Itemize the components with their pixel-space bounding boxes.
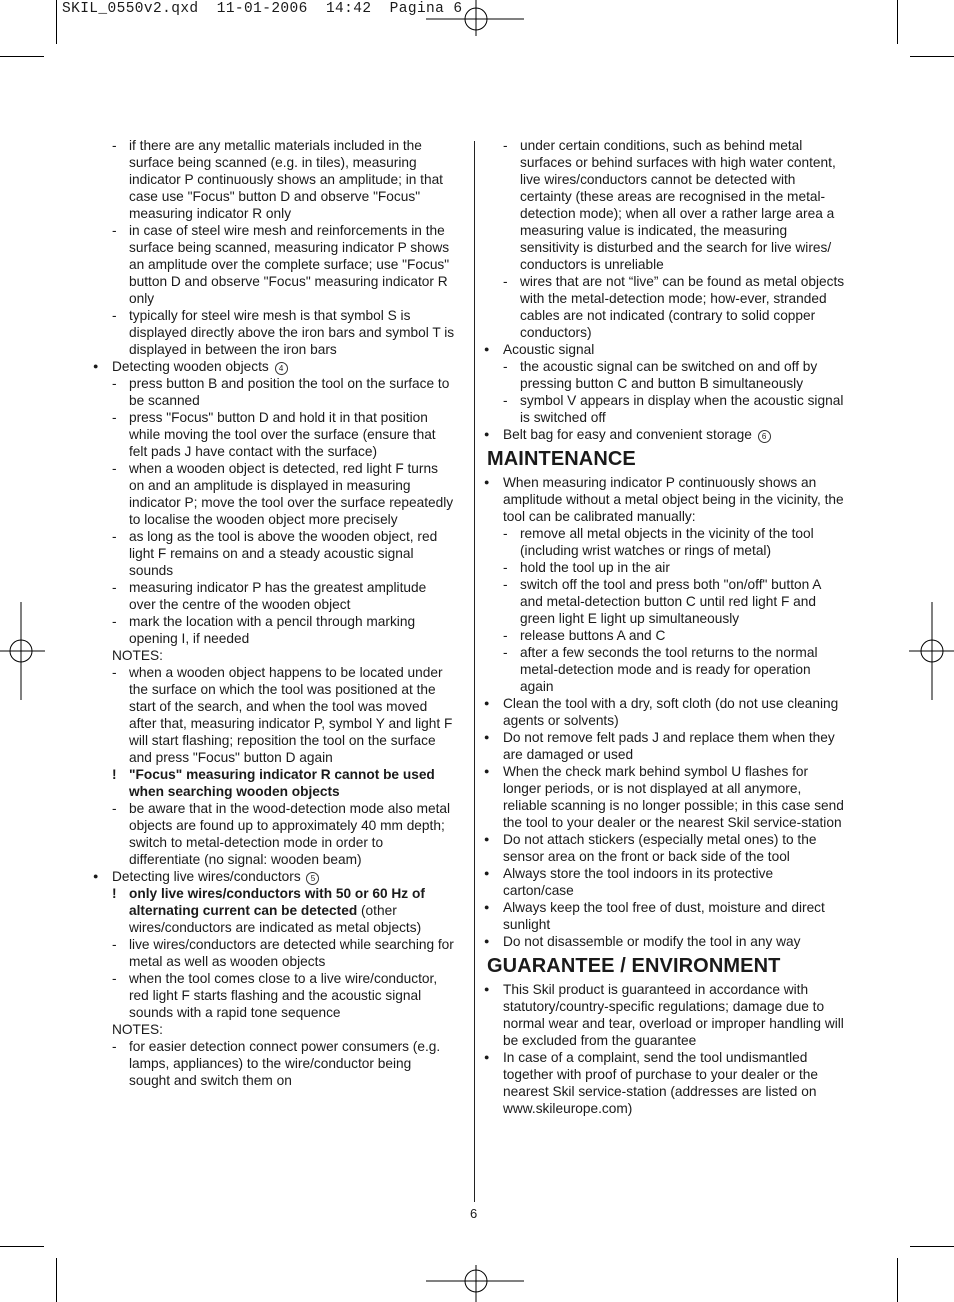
line-text: Clean the tool with a dry, soft cloth (do not use cleaning [503, 696, 839, 711]
text-line [90, 1055, 466, 1072]
text-line [90, 868, 466, 885]
text-line [481, 154, 856, 171]
line-text: release buttons A and C [520, 628, 666, 643]
line-text: wires/conductors are indicated as metal objects) [129, 920, 422, 935]
text-line [90, 222, 466, 239]
line-text: differentiate (no signal: wooden beam) [129, 852, 362, 867]
line-text: case use "Focus" button D and observe "Focus" [129, 189, 421, 204]
text-line [481, 171, 856, 188]
line-text: metal-detection mode and is ready for operation [520, 662, 811, 677]
text-line [481, 358, 856, 375]
line-text: start of the search, and when the tool was moved [129, 699, 428, 714]
line-text: Acoustic signal [503, 342, 595, 357]
text-line [90, 154, 466, 171]
text-line [481, 831, 856, 848]
line-text: conductors is unreliable [520, 257, 664, 272]
text-line [481, 205, 856, 222]
registration-mark-top [426, 0, 526, 36]
text-line [90, 902, 466, 919]
figure-ref-icon: 4 [275, 362, 288, 375]
text-line [90, 205, 466, 222]
text-line [481, 763, 856, 780]
line-text: displayed directly above the iron bars and symbol T is [129, 325, 455, 340]
dash-marker: - [503, 138, 508, 153]
line-text: switch to metal-detection mode in order to [129, 835, 384, 850]
text-line [90, 885, 466, 902]
text-line [90, 171, 466, 188]
text-line [90, 970, 466, 987]
text-line [481, 256, 856, 273]
text-line [481, 661, 856, 678]
text-line [90, 953, 466, 970]
line-text: alternating current can be detected [129, 903, 358, 918]
line-text: mark the location with a pencil through marking [129, 614, 416, 629]
dash-marker: - [112, 1039, 117, 1054]
line-text: certainty (these areas are recognised in the metal- [520, 189, 826, 204]
text-line [90, 1021, 466, 1038]
figure-ref-icon: 6 [758, 430, 771, 443]
text-line [90, 545, 466, 562]
text-line [481, 273, 856, 290]
line-text: be aware that in the wood-detection mode also metal [129, 801, 451, 816]
line-text: be scanned [129, 393, 200, 408]
line-text: felt pads J have contact with the surface) [129, 444, 378, 459]
line-text: when the tool comes close to a live wire/conductor, [129, 971, 438, 986]
text-line [90, 409, 466, 426]
line-text: www.skileurope.com) [503, 1101, 633, 1116]
text-line [90, 732, 466, 749]
text-line [481, 627, 856, 644]
text-line [481, 746, 856, 763]
line-text: live wires/conductors are detected while searching for [129, 937, 454, 952]
line-text: surfaces or behind surfaces with high water content, [520, 155, 836, 170]
line-text-tail: (other [357, 903, 397, 918]
text-line [90, 1038, 466, 1055]
text-line [90, 341, 466, 358]
line-text: as long as the tool is above the wooden object, red [129, 529, 438, 544]
line-text: objects are found up to approximately 40 mm depth; [129, 818, 445, 833]
text-line [481, 644, 856, 661]
line-text: the tool to your dealer or the nearest Skil service-station [503, 815, 842, 830]
dash-marker: - [503, 393, 508, 408]
line-text: pressing button C and button B simultaneously [520, 376, 804, 391]
warning-marker: ! [112, 886, 117, 901]
line-text: sensitivity is disturbed and the search for live wires/ [520, 240, 832, 255]
registration-mark-right [909, 602, 954, 700]
line-text: hold the tool up in the air [520, 560, 670, 575]
line-text: surface being scanned (e.g. in tiles), measuring [129, 155, 417, 170]
line-text: statutory/country-specific regulations; damage due to [503, 999, 825, 1014]
text-line [90, 783, 466, 800]
line-text: nearest Skil service-station (addresses are listed on [503, 1084, 817, 1099]
text-line [481, 559, 856, 576]
line-text: after a few seconds the tool returns to the normal [520, 645, 818, 660]
text-line [90, 358, 466, 375]
line-text: together with proof of purchase to your dealer or the [503, 1067, 818, 1082]
line-text: Do not remove felt pads J and replace them when they [503, 730, 835, 745]
text-line [90, 698, 466, 715]
text-line [90, 749, 466, 766]
text-line [481, 1100, 856, 1117]
text-line [90, 324, 466, 341]
bullet-icon: ● [484, 766, 490, 776]
line-text: are damaged or used [503, 747, 634, 762]
line-text: When the check mark behind symbol U flashes for [503, 764, 809, 779]
figure-ref-icon: 5 [306, 872, 319, 885]
dash-marker: - [112, 223, 117, 238]
dash-marker: - [112, 937, 117, 952]
text-line [90, 987, 466, 1004]
text-line [481, 426, 856, 443]
line-text: remove all metal objects in the vicinity of the tool [520, 526, 814, 541]
line-text: When measuring indicator P continuously shows an [503, 475, 817, 490]
line-text: light F remains on and a steady acoustic signal [129, 546, 414, 561]
line-text: press button B and position the tool on the surface to [129, 376, 450, 391]
line-text: indicator P continuously shows an amplitude; in that [129, 172, 443, 187]
text-line [90, 528, 466, 545]
line-text: red light F starts flashing and the acoustic signal [129, 988, 422, 1003]
line-text: measuring indicator R only [129, 206, 292, 221]
text-line [90, 936, 466, 953]
text-line [90, 375, 466, 392]
text-line [90, 715, 466, 732]
dash-marker: - [112, 529, 117, 544]
column-divider [474, 141, 475, 1202]
text-line [481, 865, 856, 882]
text-line [481, 882, 856, 899]
line-text: This Skil product is guaranteed in accordance with [503, 982, 809, 997]
bullet-icon: ● [484, 868, 490, 878]
text-line [90, 460, 466, 477]
line-text: only live wires/conductors with 50 or 60 Hz of [129, 886, 425, 901]
dash-marker: - [112, 461, 117, 476]
line-text: NOTES: [112, 648, 163, 663]
line-text: live wires/conductors cannot be detected with [520, 172, 796, 187]
dash-marker: - [503, 645, 508, 660]
dash-marker: - [112, 308, 117, 323]
text-line [481, 593, 856, 610]
text-line [90, 443, 466, 460]
line-text: NOTES: [112, 1022, 163, 1037]
dash-marker: - [112, 410, 117, 425]
bullet-icon: ● [484, 834, 490, 844]
text-line [90, 1072, 466, 1089]
line-text: Detecting live wires/conductors [112, 869, 301, 884]
crop-mark [897, 0, 898, 44]
line-text: under certain conditions, such as behind metal [520, 138, 803, 153]
line-text: when a wooden object is detected, red light F turns [129, 461, 438, 476]
bullet-icon: ● [484, 429, 490, 439]
line-text: the acoustic signal can be switched on and off by [520, 359, 818, 374]
line-text: indicator P; move the tool over the surface repeatedly [129, 495, 454, 510]
line-text: Detecting wooden objects [112, 359, 269, 374]
dash-marker: - [112, 138, 117, 153]
line-text: and press "Focus" button D again [129, 750, 333, 765]
line-text: typically for steel wire mesh is that symbol S is [129, 308, 411, 323]
line-text: switch off the tool and press both "on/off" button A [520, 577, 822, 592]
bullet-icon: ● [484, 344, 490, 354]
text-line [481, 814, 856, 831]
dash-marker: - [112, 665, 117, 680]
text-line [481, 916, 856, 933]
line-text: opening I, if needed [129, 631, 250, 646]
text-line [90, 239, 466, 256]
line-text: for easier detection connect power consumers (e.g. [129, 1039, 441, 1054]
line-text: wires that are not “live” can be found as metal objects [520, 274, 845, 289]
text-line [90, 562, 466, 579]
dash-marker: - [112, 376, 117, 391]
dash-marker: - [112, 580, 117, 595]
section-heading: MAINTENANCE [487, 448, 636, 470]
text-line [90, 681, 466, 698]
dash-marker: - [503, 274, 508, 289]
line-text: sought and switch them on [129, 1073, 292, 1088]
bullet-icon: ● [93, 871, 99, 881]
line-text: Always keep the tool free of dust, moisture and direct [503, 900, 825, 915]
line-text: Do not attach stickers (especially metal ones) to the [503, 832, 817, 847]
text-line [481, 222, 856, 239]
bullet-icon: ● [484, 1052, 490, 1062]
bullet-icon: ● [484, 936, 490, 946]
text-line [90, 664, 466, 681]
text-line [481, 576, 856, 593]
text-line [481, 933, 856, 950]
text-line [90, 817, 466, 834]
line-text: is switched off [520, 410, 606, 425]
line-text: when searching wooden objects [129, 784, 340, 799]
line-text: displayed in between the iron bars [129, 342, 337, 357]
line-text: carton/case [503, 883, 574, 898]
line-text: sensor area on the front or back side of the tool [503, 849, 790, 864]
line-text: only [129, 291, 155, 306]
text-line [90, 800, 466, 817]
section-heading: GUARANTEE / ENVIRONMENT [487, 955, 781, 977]
line-text: green light E light up simultaneously [520, 611, 740, 626]
line-text: button D and observe "Focus" measuring indicator R [129, 274, 448, 289]
text-line [90, 851, 466, 868]
line-text: (including wrist watches or rings of metal) [520, 543, 772, 558]
line-text: reliable scanning is no longer possible; in this case send [503, 798, 844, 813]
line-text: be excluded from the guarantee [503, 1033, 697, 1048]
crop-mark [56, 1258, 57, 1302]
text-line [90, 630, 466, 647]
text-line [90, 613, 466, 630]
text-line [481, 848, 856, 865]
line-text: normal wear and tear, overload or improper handling will [503, 1016, 844, 1031]
text-line [481, 610, 856, 627]
text-line [90, 477, 466, 494]
text-line [90, 392, 466, 409]
text-line [90, 137, 466, 154]
text-line [481, 341, 856, 358]
line-text: on and an amplitude is displayed in measuring [129, 478, 411, 493]
line-text: detection mode); when all over a rather large area a [520, 206, 835, 221]
text-line [90, 766, 466, 783]
text-line [90, 256, 466, 273]
line-text: again [520, 679, 554, 694]
registration-mark-bottom [426, 1265, 526, 1302]
text-line [481, 508, 856, 525]
text-line [481, 695, 856, 712]
right-column [481, 137, 856, 1117]
text-line [481, 1015, 856, 1032]
line-text: amplitude without a metal object being in the vicinity, the [503, 492, 844, 507]
line-text: sounds with a rapid tone sequence [129, 1005, 341, 1020]
line-text: "Focus" measuring indicator R cannot be used [129, 767, 435, 782]
line-text: the surface on which the tool was positioned at the [129, 682, 436, 697]
text-line [90, 647, 466, 664]
line-text: and metal-detection button C until red light F and [520, 594, 816, 609]
bullet-icon: ● [484, 698, 490, 708]
file-header: SKIL_0550v2.qxd 11-01-2006 14:42 Pagina 6 [62, 1, 463, 17]
text-line [481, 375, 856, 392]
text-line [90, 307, 466, 324]
line-text: will start flashing; reposition the tool on the surface [129, 733, 436, 748]
text-line [481, 137, 856, 154]
line-text: lamps, appliances) to the wire/conductor being [129, 1056, 412, 1071]
text-line [481, 899, 856, 916]
dash-marker: - [112, 971, 117, 986]
text-line [481, 780, 856, 797]
bullet-icon: ● [484, 477, 490, 487]
line-text: metal as well as wooden objects [129, 954, 326, 969]
line-text: cables are not indicated (contrary to solid copper [520, 308, 816, 323]
line-text: if there are any metallic materials included in the [129, 138, 422, 153]
crop-mark [910, 1246, 954, 1247]
bullet-icon: ● [484, 984, 490, 994]
line-text: agents or solvents) [503, 713, 619, 728]
line-text: an amplitude over the complete surface; use "Focus" [129, 257, 450, 272]
dash-marker: - [112, 614, 117, 629]
line-text: Always store the tool indoors in its protective [503, 866, 774, 881]
text-line [481, 392, 856, 409]
line-text: In case of a complaint, send the tool undismantled [503, 1050, 808, 1065]
page-number: 6 [470, 1206, 478, 1221]
dash-marker: - [112, 801, 117, 816]
dash-marker: - [503, 526, 508, 541]
text-line [90, 273, 466, 290]
line-text: longer periods, or is not displayed at all anymore, [503, 781, 802, 796]
line-text: when a wooden object happens to be located under [129, 665, 443, 680]
dash-marker: - [503, 560, 508, 575]
text-line [90, 596, 466, 613]
text-line [481, 290, 856, 307]
text-line [481, 1049, 856, 1066]
text-line [90, 188, 466, 205]
line-text: press "Focus" button D and hold it in that position [129, 410, 428, 425]
text-line [90, 579, 466, 596]
text-line [90, 511, 466, 528]
text-line [481, 324, 856, 341]
text-line [90, 494, 466, 511]
line-text: tool can be calibrated manually: [503, 509, 696, 524]
dash-marker: - [503, 628, 508, 643]
line-text: in case of steel wire mesh and reinforcements in the [129, 223, 445, 238]
left-column [90, 137, 466, 1089]
crop-mark [56, 0, 57, 44]
line-text: measuring indicator P has the greatest amplitude [129, 580, 427, 595]
text-line [481, 525, 856, 542]
line-text: after that, measuring indicator P, symbol Y and light F [129, 716, 453, 731]
line-text: conductors) [520, 325, 592, 340]
line-text: symbol V appears in display when the acoustic signal [520, 393, 844, 408]
dash-marker: - [503, 577, 508, 592]
text-line [90, 290, 466, 307]
line-text: measuring value is indicated, the measuring [520, 223, 788, 238]
bullet-icon: ● [93, 361, 99, 371]
bullet-icon: ● [484, 732, 490, 742]
line-text: Belt bag for easy and convenient storage [503, 427, 752, 442]
crop-mark [897, 1258, 898, 1302]
text-line [481, 409, 856, 426]
text-line [481, 998, 856, 1015]
crop-mark [0, 56, 44, 57]
line-text: sounds [129, 563, 174, 578]
line-text: sunlight [503, 917, 551, 932]
text-line [481, 1083, 856, 1100]
text-line [481, 542, 856, 559]
text-line [481, 474, 856, 491]
text-line [481, 307, 856, 324]
text-line [481, 188, 856, 205]
text-line [90, 1004, 466, 1021]
text-line [481, 1032, 856, 1049]
text-line [481, 797, 856, 814]
text-line [90, 919, 466, 936]
line-text: with the metal-detection mode; how-ever, stranded [520, 291, 827, 306]
text-line [481, 712, 856, 729]
warning-marker: ! [112, 767, 117, 782]
crop-mark [910, 56, 954, 57]
registration-mark-left [0, 602, 45, 700]
text-line [481, 239, 856, 256]
text-line [481, 729, 856, 746]
dash-marker: - [503, 359, 508, 374]
line-text: while moving the tool over the surface (ensure that [129, 427, 436, 442]
line-text: to localise the wooden object more precisely [129, 512, 398, 527]
text-line [90, 426, 466, 443]
line-text: Do not disassemble or modify the tool in any way [503, 934, 801, 949]
text-line [481, 491, 856, 508]
line-text: surface being scanned, measuring indicator P shows [129, 240, 450, 255]
text-line [481, 678, 856, 695]
line-text: over the centre of the wooden object [129, 597, 351, 612]
bullet-icon: ● [484, 902, 490, 912]
text-line [481, 1066, 856, 1083]
text-line [481, 981, 856, 998]
text-line [90, 834, 466, 851]
crop-mark [0, 1246, 44, 1247]
